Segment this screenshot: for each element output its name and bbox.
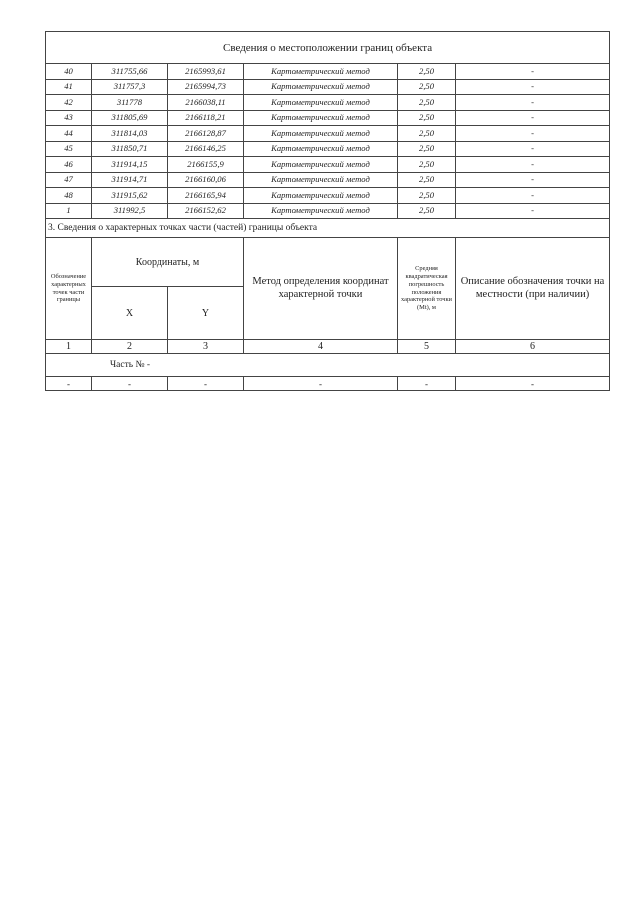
cell-method: Картометрический метод: [244, 64, 398, 80]
cell-y: 2166038,11: [168, 95, 244, 111]
section-3-heading: 3. Сведения о характерных точках части (частей) границы объекта: [46, 219, 610, 238]
cell-n: 42: [46, 95, 92, 111]
table-row: [46, 188, 610, 204]
cell-y: 2166128,87: [168, 126, 244, 142]
column-numbers-row: [46, 340, 610, 354]
cell-x: 311814,03: [92, 126, 168, 142]
header-description: Описание обозначения точки на местности (при наличии): [456, 238, 610, 340]
cell-desc: -: [456, 157, 610, 173]
cell-x: 311914,71: [92, 172, 168, 188]
column-number: 4: [244, 340, 398, 354]
table-row: [46, 141, 610, 157]
cell-x: 311992,5: [92, 203, 168, 219]
empty-cell: -: [168, 377, 244, 391]
header-y: Y: [168, 287, 244, 340]
cell-method: Картометрический метод: [244, 95, 398, 111]
cell-desc: -: [456, 110, 610, 126]
cell-desc: -: [456, 95, 610, 111]
column-number: 2: [92, 340, 168, 354]
empty-cell: -: [456, 377, 610, 391]
cell-x: 311914,15: [92, 157, 168, 173]
cell-mt: 2,50: [398, 95, 456, 111]
cell-n: 45: [46, 141, 92, 157]
table-row: [46, 79, 610, 95]
cell-mt: 2,50: [398, 188, 456, 204]
table-row: [46, 203, 610, 219]
table-title: Сведения о местоположении границ объекта: [46, 32, 610, 64]
header-coords: Координаты, м: [92, 238, 244, 287]
cell-n: 41: [46, 79, 92, 95]
cell-x: 311915,62: [92, 188, 168, 204]
cell-desc: -: [456, 141, 610, 157]
title-row: [46, 32, 610, 64]
cell-method: Картометрический метод: [244, 203, 398, 219]
table-row: [46, 95, 610, 111]
column-number: 6: [456, 340, 610, 354]
cell-method: Картометрический метод: [244, 188, 398, 204]
cell-y: 2166165,94: [168, 188, 244, 204]
header-method: Метод определения координат характерной точки: [244, 238, 398, 340]
cell-y: 2165993,61: [168, 64, 244, 80]
cell-mt: 2,50: [398, 141, 456, 157]
cell-desc: -: [456, 172, 610, 188]
table-row: [46, 172, 610, 188]
part-label: Часть № -: [110, 360, 151, 370]
cell-method: Картометрический метод: [244, 157, 398, 173]
column-number: 1: [46, 340, 92, 354]
empty-cell: -: [244, 377, 398, 391]
cell-n: 46: [46, 157, 92, 173]
cell-method: Картометрический метод: [244, 79, 398, 95]
column-number: 3: [168, 340, 244, 354]
cell-n: 1: [46, 203, 92, 219]
table-row: [46, 157, 610, 173]
cell-x: 311755,66: [92, 64, 168, 80]
cell-desc: -: [456, 79, 610, 95]
header-x: X: [92, 287, 168, 340]
empty-cell: -: [46, 377, 92, 391]
cell-method: Картометрический метод: [244, 141, 398, 157]
cell-x: 311850,71: [92, 141, 168, 157]
cell-n: 47: [46, 172, 92, 188]
cell-y: 2166155,9: [168, 157, 244, 173]
cell-x: 311757,3: [92, 79, 168, 95]
header-row: [46, 238, 610, 287]
cell-n: 43: [46, 110, 92, 126]
cell-mt: 2,50: [398, 110, 456, 126]
cell-y: 2166152,62: [168, 203, 244, 219]
header-accuracy: Средняя квадратическая погрешность положения характерной точки (Мt), м: [398, 238, 456, 340]
cell-desc: -: [456, 203, 610, 219]
header-designation: Обозначение характерных точек части границы: [46, 238, 92, 340]
part-row: [46, 354, 610, 377]
cell-desc: -: [456, 188, 610, 204]
cell-mt: 2,50: [398, 126, 456, 142]
cell-n: 40: [46, 64, 92, 80]
cell-y: 2166160,06: [168, 172, 244, 188]
table-row: [46, 377, 610, 391]
cell-y: 2165994,73: [168, 79, 244, 95]
cell-mt: 2,50: [398, 157, 456, 173]
cell-n: 48: [46, 188, 92, 204]
section-3-row: [46, 219, 610, 238]
table-row: [46, 64, 610, 80]
cell-mt: 2,50: [398, 203, 456, 219]
cell-x: 311778: [92, 95, 168, 111]
cell-mt: 2,50: [398, 172, 456, 188]
cell-method: Картометрический метод: [244, 172, 398, 188]
table-row: [46, 126, 610, 142]
cell-mt: 2,50: [398, 64, 456, 80]
column-number: 5: [398, 340, 456, 354]
empty-cell: -: [398, 377, 456, 391]
cell-mt: 2,50: [398, 79, 456, 95]
cell-y: 2166118,21: [168, 110, 244, 126]
cell-desc: -: [456, 64, 610, 80]
table-row: [46, 110, 610, 126]
cell-y: 2166146,25: [168, 141, 244, 157]
cell-x: 311805,69: [92, 110, 168, 126]
cell-desc: -: [456, 126, 610, 142]
boundary-table: [45, 31, 610, 391]
cell-n: 44: [46, 126, 92, 142]
empty-cell: -: [92, 377, 168, 391]
part-label-cell: [46, 354, 610, 377]
cell-method: Картометрический метод: [244, 110, 398, 126]
cell-method: Картометрический метод: [244, 126, 398, 142]
